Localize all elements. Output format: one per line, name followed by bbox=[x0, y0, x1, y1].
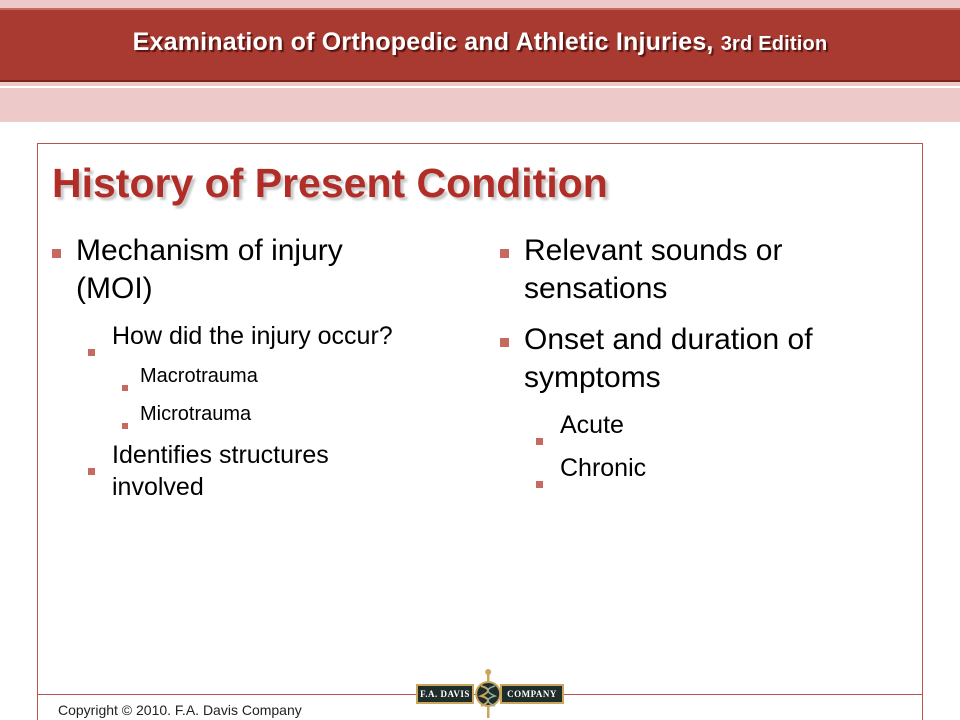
square-bullet-icon bbox=[500, 246, 510, 256]
sub-sub-bullet-item bbox=[52, 364, 412, 389]
left-bullet-list bbox=[52, 232, 412, 515]
square-bullet-icon bbox=[536, 422, 543, 453]
bullet-text: Identifies structures involved bbox=[112, 441, 329, 501]
right-bullet-list bbox=[500, 232, 900, 497]
bullet-text: Onset and duration of symptoms bbox=[524, 323, 813, 394]
logo-right-plate: COMPANY bbox=[500, 684, 564, 704]
square-bullet-icon bbox=[52, 246, 62, 256]
square-bullet-icon bbox=[500, 335, 510, 345]
fa-davis-logo bbox=[416, 668, 564, 720]
book-title-text: Examination of Orthopedic and Athletic Injuries, bbox=[132, 27, 714, 56]
bullet-text: Mechanism of injury (MOI) bbox=[76, 234, 343, 305]
square-bullet-icon bbox=[88, 452, 95, 483]
bullet-item bbox=[500, 321, 900, 396]
bullet-text: Acute bbox=[560, 411, 624, 439]
bullet-text: Macrotrauma bbox=[140, 365, 258, 388]
square-bullet-icon bbox=[536, 465, 543, 496]
bullet-text: Chronic bbox=[560, 454, 647, 483]
book-title bbox=[133, 28, 828, 57]
header-divider bbox=[0, 86, 960, 88]
sub-bullet-item bbox=[500, 453, 900, 484]
bullet-item bbox=[52, 232, 412, 307]
slide-title: History of Present Condition bbox=[52, 160, 608, 206]
sub-bullet-item bbox=[500, 410, 900, 441]
book-edition: 3rd Edition bbox=[720, 32, 828, 55]
header-bar bbox=[0, 8, 960, 82]
bullet-text: How did the injury occur? bbox=[112, 322, 393, 350]
bullet-item bbox=[500, 232, 900, 307]
square-bullet-icon bbox=[88, 333, 95, 364]
bullet-text: Relevant sounds or sensations bbox=[524, 234, 783, 305]
sub-bullet-item bbox=[52, 440, 412, 503]
logo-left-plate: F.A. DAVIS bbox=[416, 684, 474, 704]
caduceus-emblem-icon bbox=[474, 668, 502, 720]
bullet-text: Microtrauma bbox=[140, 403, 252, 426]
sub-sub-bullet-item bbox=[52, 402, 412, 427]
copyright-text: Copyright © 2010. F.A. Davis Company bbox=[58, 702, 302, 718]
square-bullet-icon bbox=[122, 411, 128, 436]
sub-bullet-item bbox=[52, 321, 412, 352]
square-bullet-icon bbox=[122, 373, 128, 398]
